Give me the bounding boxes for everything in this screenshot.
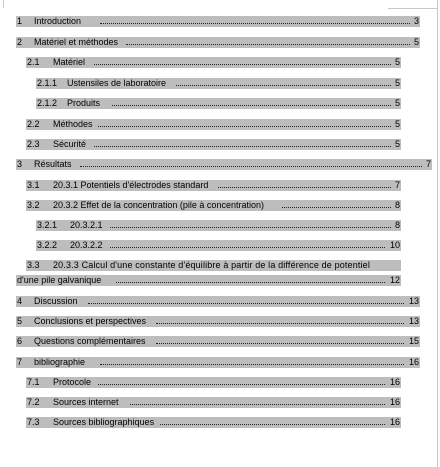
toc-entry-sources-bibliographiques[interactable] — [26, 417, 401, 428]
toc-label: Résultats — [34, 159, 72, 169]
toc-page: 13 — [408, 316, 419, 326]
toc-number: 3.2 — [27, 200, 40, 210]
toc-entry-resultats[interactable] — [16, 159, 432, 170]
toc-number: 7.1 — [27, 377, 40, 387]
toc-entry-20-3-2-1[interactable] — [36, 220, 401, 231]
toc-entry-20-3-2-2[interactable] — [36, 240, 401, 251]
toc-number: 7.3 — [27, 417, 40, 427]
toc-number: 2.3 — [27, 139, 40, 149]
toc-label: Sécurité — [53, 139, 87, 149]
page-border-left — [3, 0, 4, 8]
toc-label: bibliographie — [34, 357, 86, 367]
toc-leader — [94, 146, 391, 147]
toc-page: 16 — [389, 397, 400, 407]
toc-leader — [98, 384, 385, 385]
toc-entry-protocole[interactable] — [26, 377, 401, 388]
toc-label: Protocole — [53, 377, 92, 387]
toc-number: 7 — [17, 357, 23, 367]
toc-leader — [130, 404, 385, 405]
toc-entry-conclusions[interactable] — [16, 316, 420, 327]
toc-entry-materiel-methodes[interactable] — [16, 37, 420, 48]
toc-leader — [176, 85, 391, 86]
toc-leader — [98, 126, 391, 127]
toc-label: 20.3.1 Potentiels d'électrodes standard — [53, 180, 209, 190]
toc-entry-methodes[interactable] — [26, 119, 401, 130]
toc-label: Ustensiles de laboratoire — [67, 78, 167, 88]
toc-page: 5 — [394, 98, 400, 108]
toc-number: 2.1.2 — [37, 98, 58, 108]
toc-number: 3.2.1 — [37, 220, 58, 230]
toc-page: 5 — [394, 119, 400, 129]
toc-leader — [156, 323, 404, 324]
toc-page: 16 — [389, 377, 400, 387]
toc-leader — [100, 364, 404, 365]
toc-entry-ustensiles[interactable] — [36, 78, 401, 89]
toc-leader — [80, 166, 422, 167]
toc-entry-calcul-constante-cont[interactable] — [16, 275, 401, 286]
toc-page: 3 — [413, 16, 419, 26]
toc-entry-questions[interactable] — [16, 336, 420, 347]
toc-number: 3 — [17, 159, 23, 169]
toc-entry-bibliographie[interactable] — [16, 357, 420, 368]
toc-page: 15 — [408, 336, 419, 346]
toc-label: 20.3.2 Effet de la concentration (pile à concentration) — [53, 200, 264, 210]
toc-number: 3.3 — [27, 260, 40, 270]
toc-leader — [282, 207, 391, 208]
toc-entry-calcul-constante[interactable] — [26, 260, 401, 271]
toc-entry-potentiels[interactable] — [26, 180, 401, 191]
toc-leader — [112, 105, 391, 106]
toc-page: 5 — [394, 139, 400, 149]
toc-leader — [160, 424, 385, 425]
toc-label: Introduction — [34, 16, 82, 26]
toc-leader — [110, 227, 391, 228]
toc-leader — [94, 64, 391, 65]
page-border-right — [437, 0, 438, 467]
toc-number: 5 — [17, 316, 23, 326]
toc-page: 16 — [408, 357, 419, 367]
toc-leader — [110, 247, 385, 248]
toc-label: Matériel et méthodes — [34, 37, 119, 47]
toc-page: 10 — [389, 240, 400, 250]
toc-page: 5 — [413, 37, 419, 47]
toc-page: 5 — [394, 57, 400, 67]
toc-label: Matériel — [53, 57, 86, 67]
toc-label: Conclusions et perspectives — [34, 316, 147, 326]
toc-number: 2 — [17, 37, 23, 47]
toc-number: 3.1 — [27, 180, 40, 190]
toc-label: Sources internet — [53, 397, 119, 407]
toc-entry-introduction[interactable] — [16, 16, 420, 27]
toc-page: 8 — [394, 220, 400, 230]
toc-number: 2.2 — [27, 119, 40, 129]
toc-label: Discussion — [34, 296, 78, 306]
toc-entry-effet-concentration[interactable] — [26, 200, 401, 211]
toc-number: 3.2.2 — [37, 240, 58, 250]
toc-page: 8 — [394, 200, 400, 210]
toc-page: 7 — [394, 180, 400, 190]
toc-leader — [218, 187, 391, 188]
toc-page: 12 — [389, 275, 400, 285]
page-border-top — [388, 8, 438, 9]
toc-number: 4 — [17, 296, 23, 306]
toc-page: 5 — [394, 78, 400, 88]
toc-label: Questions complémentaires — [34, 336, 146, 346]
toc-leader — [126, 44, 410, 45]
toc-label: 20.3.2.1 — [70, 220, 103, 230]
toc-entry-materiel[interactable] — [26, 57, 401, 68]
toc-label-line1: 20.3.3 Calcul d'une constante d'équilibre à partir de la différence de potentiel — [53, 260, 370, 270]
toc-entry-discussion[interactable] — [16, 296, 420, 307]
toc-leader — [88, 303, 404, 304]
toc-label: Sources bibliographiques — [53, 417, 155, 427]
toc-number: 7.2 — [27, 397, 40, 407]
toc-page: 16 — [389, 417, 400, 427]
toc-label: Produits — [67, 98, 101, 108]
toc-label: Méthodes — [53, 119, 93, 129]
toc-leader — [116, 282, 385, 283]
toc-label: 20.3.2.2 — [70, 240, 103, 250]
toc-page: 13 — [408, 296, 419, 306]
toc-number: 6 — [17, 336, 23, 346]
toc-number: 2.1.1 — [37, 78, 58, 88]
toc-leader — [156, 343, 404, 344]
toc-label-line2: d'une pile galvanique — [17, 275, 102, 285]
toc-entry-produits[interactable] — [36, 98, 401, 109]
toc-page: 7 — [425, 159, 431, 169]
toc-number: 2.1 — [27, 57, 40, 67]
toc-entry-sources-internet[interactable] — [26, 397, 401, 408]
toc-number: 1 — [17, 16, 23, 26]
toc-leader — [100, 23, 410, 24]
toc-entry-securite[interactable] — [26, 139, 401, 150]
